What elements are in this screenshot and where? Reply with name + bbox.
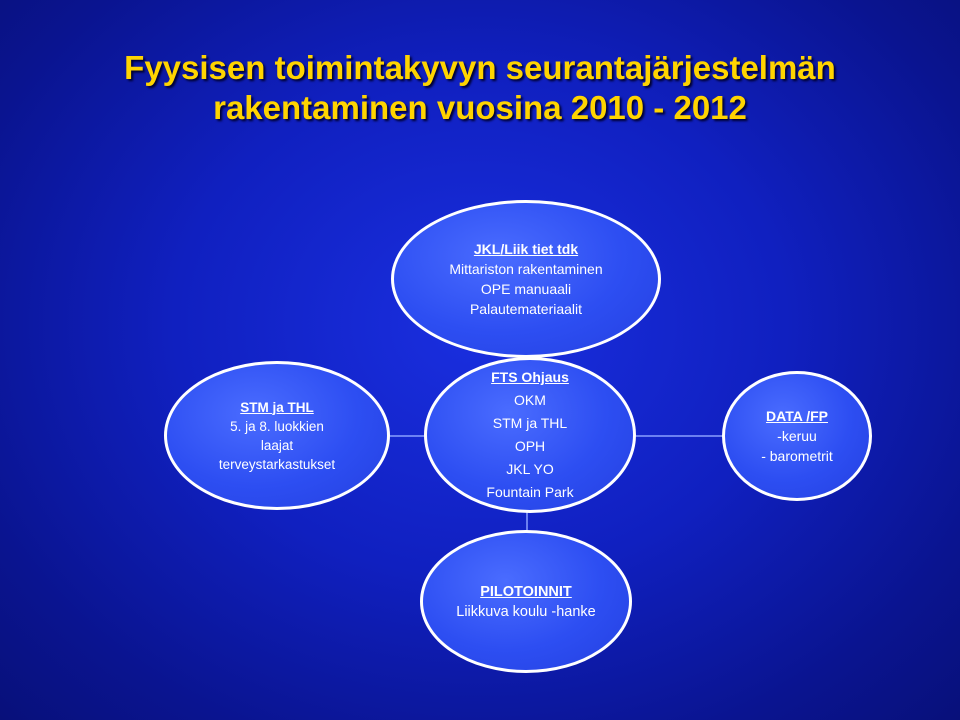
node-stm-thl-heading: STM ja THL bbox=[240, 399, 314, 415]
title-line-2: rakentaminen vuosina 2010 - 2012 bbox=[213, 89, 747, 126]
node-pilotoinnit bbox=[420, 530, 632, 673]
title-line-1: Fyysisen toimintakyvyn seurantajärjestelmän bbox=[124, 49, 836, 86]
node-data-fp-heading: DATA /FP bbox=[766, 408, 828, 424]
node-jkl-liik-heading: JKL/Liik tiet tdk bbox=[473, 241, 579, 257]
node-stm-thl-line: 5. ja 8. luokkien bbox=[230, 418, 324, 434]
node-fts-ohjaus-line: STM ja THL bbox=[492, 415, 568, 431]
node-pilotoinnit-heading: PILOTOINNIT bbox=[480, 583, 572, 600]
node-data-fp bbox=[722, 371, 872, 501]
node-fts-ohjaus-heading: FTS Ohjaus bbox=[491, 369, 569, 385]
node-jkl-liik-line: OPE manuaali bbox=[480, 281, 572, 297]
node-fts-ohjaus-line: OKM bbox=[514, 392, 546, 408]
node-stm-thl-line: laajat bbox=[260, 437, 294, 453]
node-jkl-liik-line: Mittariston rakentaminen bbox=[449, 261, 603, 277]
node-fts-ohjaus bbox=[424, 357, 636, 513]
node-stm-thl bbox=[164, 361, 390, 510]
node-fts-ohjaus-line: OPH bbox=[514, 438, 546, 454]
node-pilotoinnit-line: Liikkuva koulu -hanke bbox=[456, 603, 596, 620]
node-data-fp-line: - barometrit bbox=[761, 448, 833, 464]
node-fts-ohjaus-line: Fountain Park bbox=[486, 484, 574, 500]
node-jkl-liik bbox=[391, 200, 661, 358]
node-jkl-liik-line: Palautemateriaalit bbox=[469, 301, 583, 317]
node-stm-thl-line: terveystarkastukset bbox=[218, 456, 336, 472]
node-data-fp-line: -keruu bbox=[777, 428, 817, 444]
node-fts-ohjaus-line: JKL YO bbox=[506, 461, 554, 477]
